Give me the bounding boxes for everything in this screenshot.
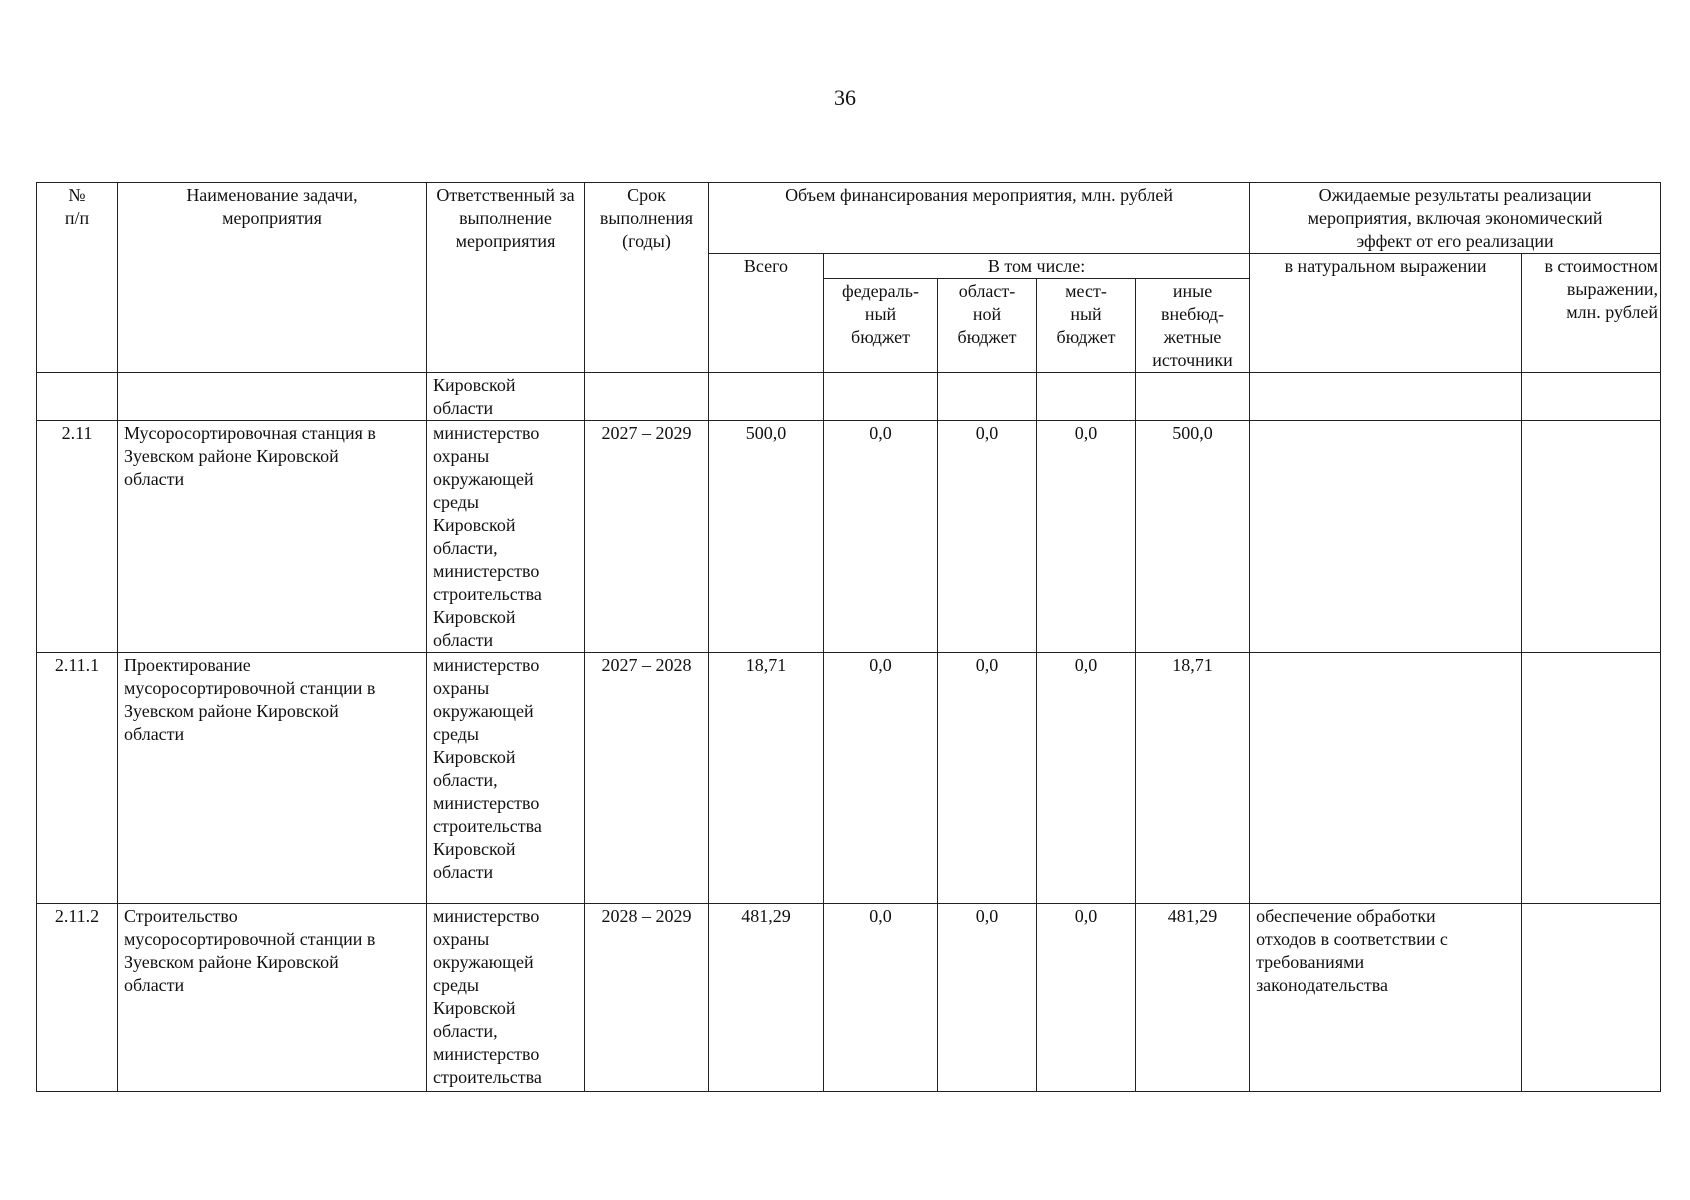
header-name: Наименование задачи, мероприятия [118,183,427,373]
table-row [37,653,1661,904]
row-federal: 0,0 [824,421,938,653]
table-row [37,421,1661,653]
row-other: 18,71 [1136,653,1250,904]
row-other: 500,0 [1136,421,1250,653]
header-responsible: Ответственный за выполнение мероприятия [427,183,585,373]
row-natural [1250,373,1522,421]
row-term: 2028 – 2029 [585,904,709,1092]
row-regional: 0,0 [938,904,1037,1092]
row-num: 2.11 [37,421,118,653]
row-cost [1522,421,1661,653]
row-term: 2027 – 2028 [585,653,709,904]
header-total: Всего [709,254,824,373]
row-natural [1250,653,1522,904]
row-term [585,373,709,421]
row-responsible: Кировской области [427,373,585,421]
header-funding: Объем финансирования мероприятия, млн. рублей [709,183,1250,254]
row-name [118,373,427,421]
row-total [709,373,824,421]
row-name: Проектирование мусоросортировочной станции в Зуевском районе Кировской области [118,653,427,904]
header-term: Срок выполнения (годы) [585,183,709,373]
row-regional: 0,0 [938,421,1037,653]
row-total: 500,0 [709,421,824,653]
row-name: Мусоросортировочная станция в Зуевском районе Кировской области [118,421,427,653]
row-natural: обеспечение обработки отходов в соответствии с требованиями законодательства [1250,904,1522,1092]
header-natural: в натуральном выражении [1250,254,1522,373]
header-federal: федераль- ный бюджет [824,279,938,373]
row-responsible: министерство охраны окружающей среды Кировской области, министерство строительства [427,904,585,1092]
row-num: 2.11.2 [37,904,118,1092]
row-federal [824,373,938,421]
row-local [1037,373,1136,421]
row-responsible: министерство охраны окружающей среды Кировской области, министерство строительства Кировской области [427,421,585,653]
header-results: Ожидаемые результаты реализации мероприятия, включая экономический эффект от его реализации [1250,183,1661,254]
row-regional [938,373,1037,421]
row-num [37,373,118,421]
row-other: 481,29 [1136,904,1250,1092]
table-row [37,904,1661,1092]
row-local: 0,0 [1037,904,1136,1092]
row-cost [1522,653,1661,904]
row-regional: 0,0 [938,653,1037,904]
row-total: 481,29 [709,904,824,1092]
row-federal: 0,0 [824,904,938,1092]
row-total: 18,71 [709,653,824,904]
funding-table [36,182,1661,1092]
page-number: 36 [834,85,856,110]
header-regional: област- ной бюджет [938,279,1037,373]
row-cost [1522,373,1661,421]
header-row-1 [37,183,1661,254]
row-cost [1522,904,1661,1092]
table-row [37,373,1661,421]
row-num: 2.11.1 [37,653,118,904]
row-responsible: министерство охраны окружающей среды Кировской области, министерство строительства Кировской области [427,653,585,904]
row-name: Строительство мусоросортировочной станции в Зуевском районе Кировской области [118,904,427,1092]
row-federal: 0,0 [824,653,938,904]
row-natural [1250,421,1522,653]
header-other: иные внебюд- жетные источники [1136,279,1250,373]
row-other [1136,373,1250,421]
row-local: 0,0 [1037,421,1136,653]
header-including: В том числе: [824,254,1250,279]
header-cost: в стоимостном выражении, млн. рублей [1522,254,1661,373]
row-local: 0,0 [1037,653,1136,904]
row-term: 2027 – 2029 [585,421,709,653]
header-num: № п/п [37,183,118,373]
header-local: мест- ный бюджет [1037,279,1136,373]
